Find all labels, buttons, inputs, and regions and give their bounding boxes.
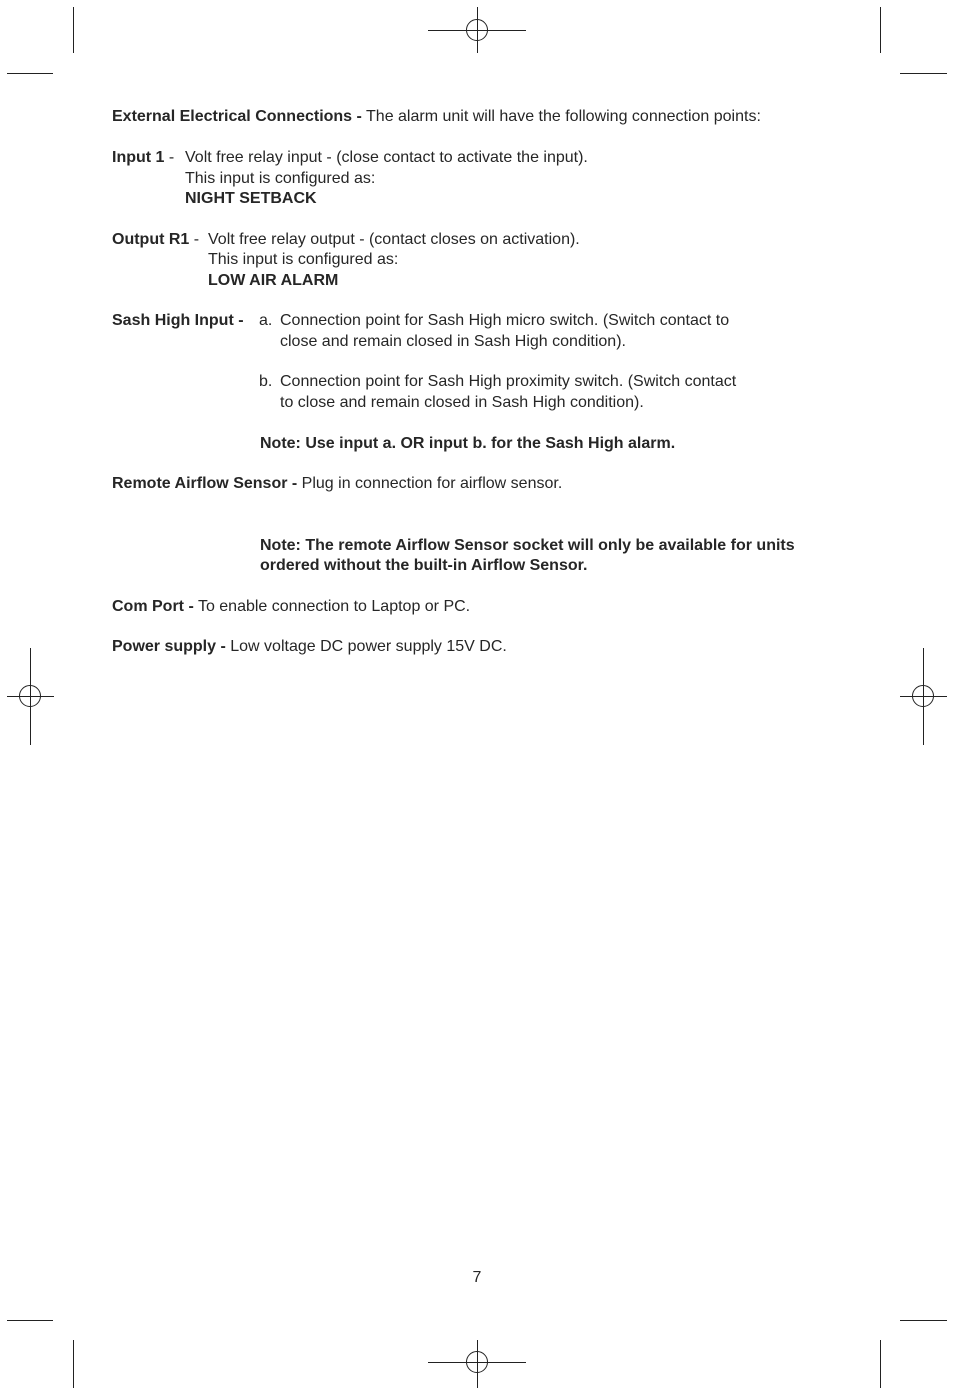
crop-mark xyxy=(900,73,947,74)
remote-sensor-line xyxy=(112,474,562,494)
intro-line xyxy=(112,107,761,127)
intro-label: External Electrical Connections - xyxy=(112,108,362,125)
output-r1-label-line xyxy=(112,230,199,250)
power-supply-text: Low voltage DC power supply 15V DC. xyxy=(230,638,507,655)
crop-mark xyxy=(73,1340,74,1388)
output-r1-label: Output R1 xyxy=(112,231,190,248)
sash-high-b-marker: b. xyxy=(259,373,273,390)
crop-mark xyxy=(900,1320,947,1321)
crop-mark xyxy=(7,73,53,74)
input1-line2: This input is configured as: xyxy=(185,170,376,187)
remote-sensor-note-line2: ordered without the built-in Airflow Sensor. xyxy=(260,557,588,574)
registration-circle xyxy=(466,1351,488,1373)
sash-high-a-marker: a. xyxy=(259,312,273,329)
page-number: 7 xyxy=(472,1269,482,1286)
com-port-text: To enable connection to Laptop or PC. xyxy=(197,598,471,615)
output-r1-line1: Volt free relay output - (contact closes on activation). xyxy=(208,231,580,248)
registration-circle xyxy=(466,19,488,41)
sash-high-label: Sash High Input - xyxy=(112,312,244,329)
registration-circle xyxy=(19,685,41,707)
power-supply-line xyxy=(112,637,507,657)
input1-sep: - xyxy=(168,149,175,166)
output-r1-config: LOW AIR ALARM xyxy=(208,272,339,289)
sash-high-note: Note: Use input a. OR input b. for the Sash High alarm. xyxy=(260,435,676,452)
input1-line1: Volt free relay input - (close contact to activate the input). xyxy=(185,149,588,166)
output-r1-line2: This input is configured as: xyxy=(208,251,399,268)
crop-mark xyxy=(73,7,74,53)
input1-config: NIGHT SETBACK xyxy=(185,190,317,207)
crop-mark xyxy=(7,1320,53,1321)
registration-circle xyxy=(912,685,934,707)
intro-text: The alarm unit will have the following connection points: xyxy=(366,108,761,125)
sash-high-a-line1: Connection point for Sash High micro switch. (Switch contact to xyxy=(280,312,730,329)
sash-high-b-line2: to close and remain closed in Sash High condition). xyxy=(280,394,644,411)
input1-label-line xyxy=(112,148,174,168)
sash-high-a-line2: close and remain closed in Sash High condition). xyxy=(280,333,626,350)
sash-high-b-line1: Connection point for Sash High proximity switch. (Switch contact xyxy=(280,373,737,390)
remote-sensor-label: Remote Airflow Sensor - xyxy=(112,475,298,492)
input1-label: Input 1 xyxy=(112,149,165,166)
crop-mark xyxy=(880,1340,881,1388)
crop-mark xyxy=(880,7,881,53)
remote-sensor-note-line1: Note: The remote Airflow Sensor socket will only be available for units xyxy=(260,537,795,554)
com-port-line xyxy=(112,597,470,617)
com-port-label: Com Port - xyxy=(112,598,194,615)
power-supply-label: Power supply - xyxy=(112,638,226,655)
output-r1-sep: - xyxy=(193,231,200,248)
remote-sensor-text: Plug in connection for airflow sensor. xyxy=(301,475,563,492)
